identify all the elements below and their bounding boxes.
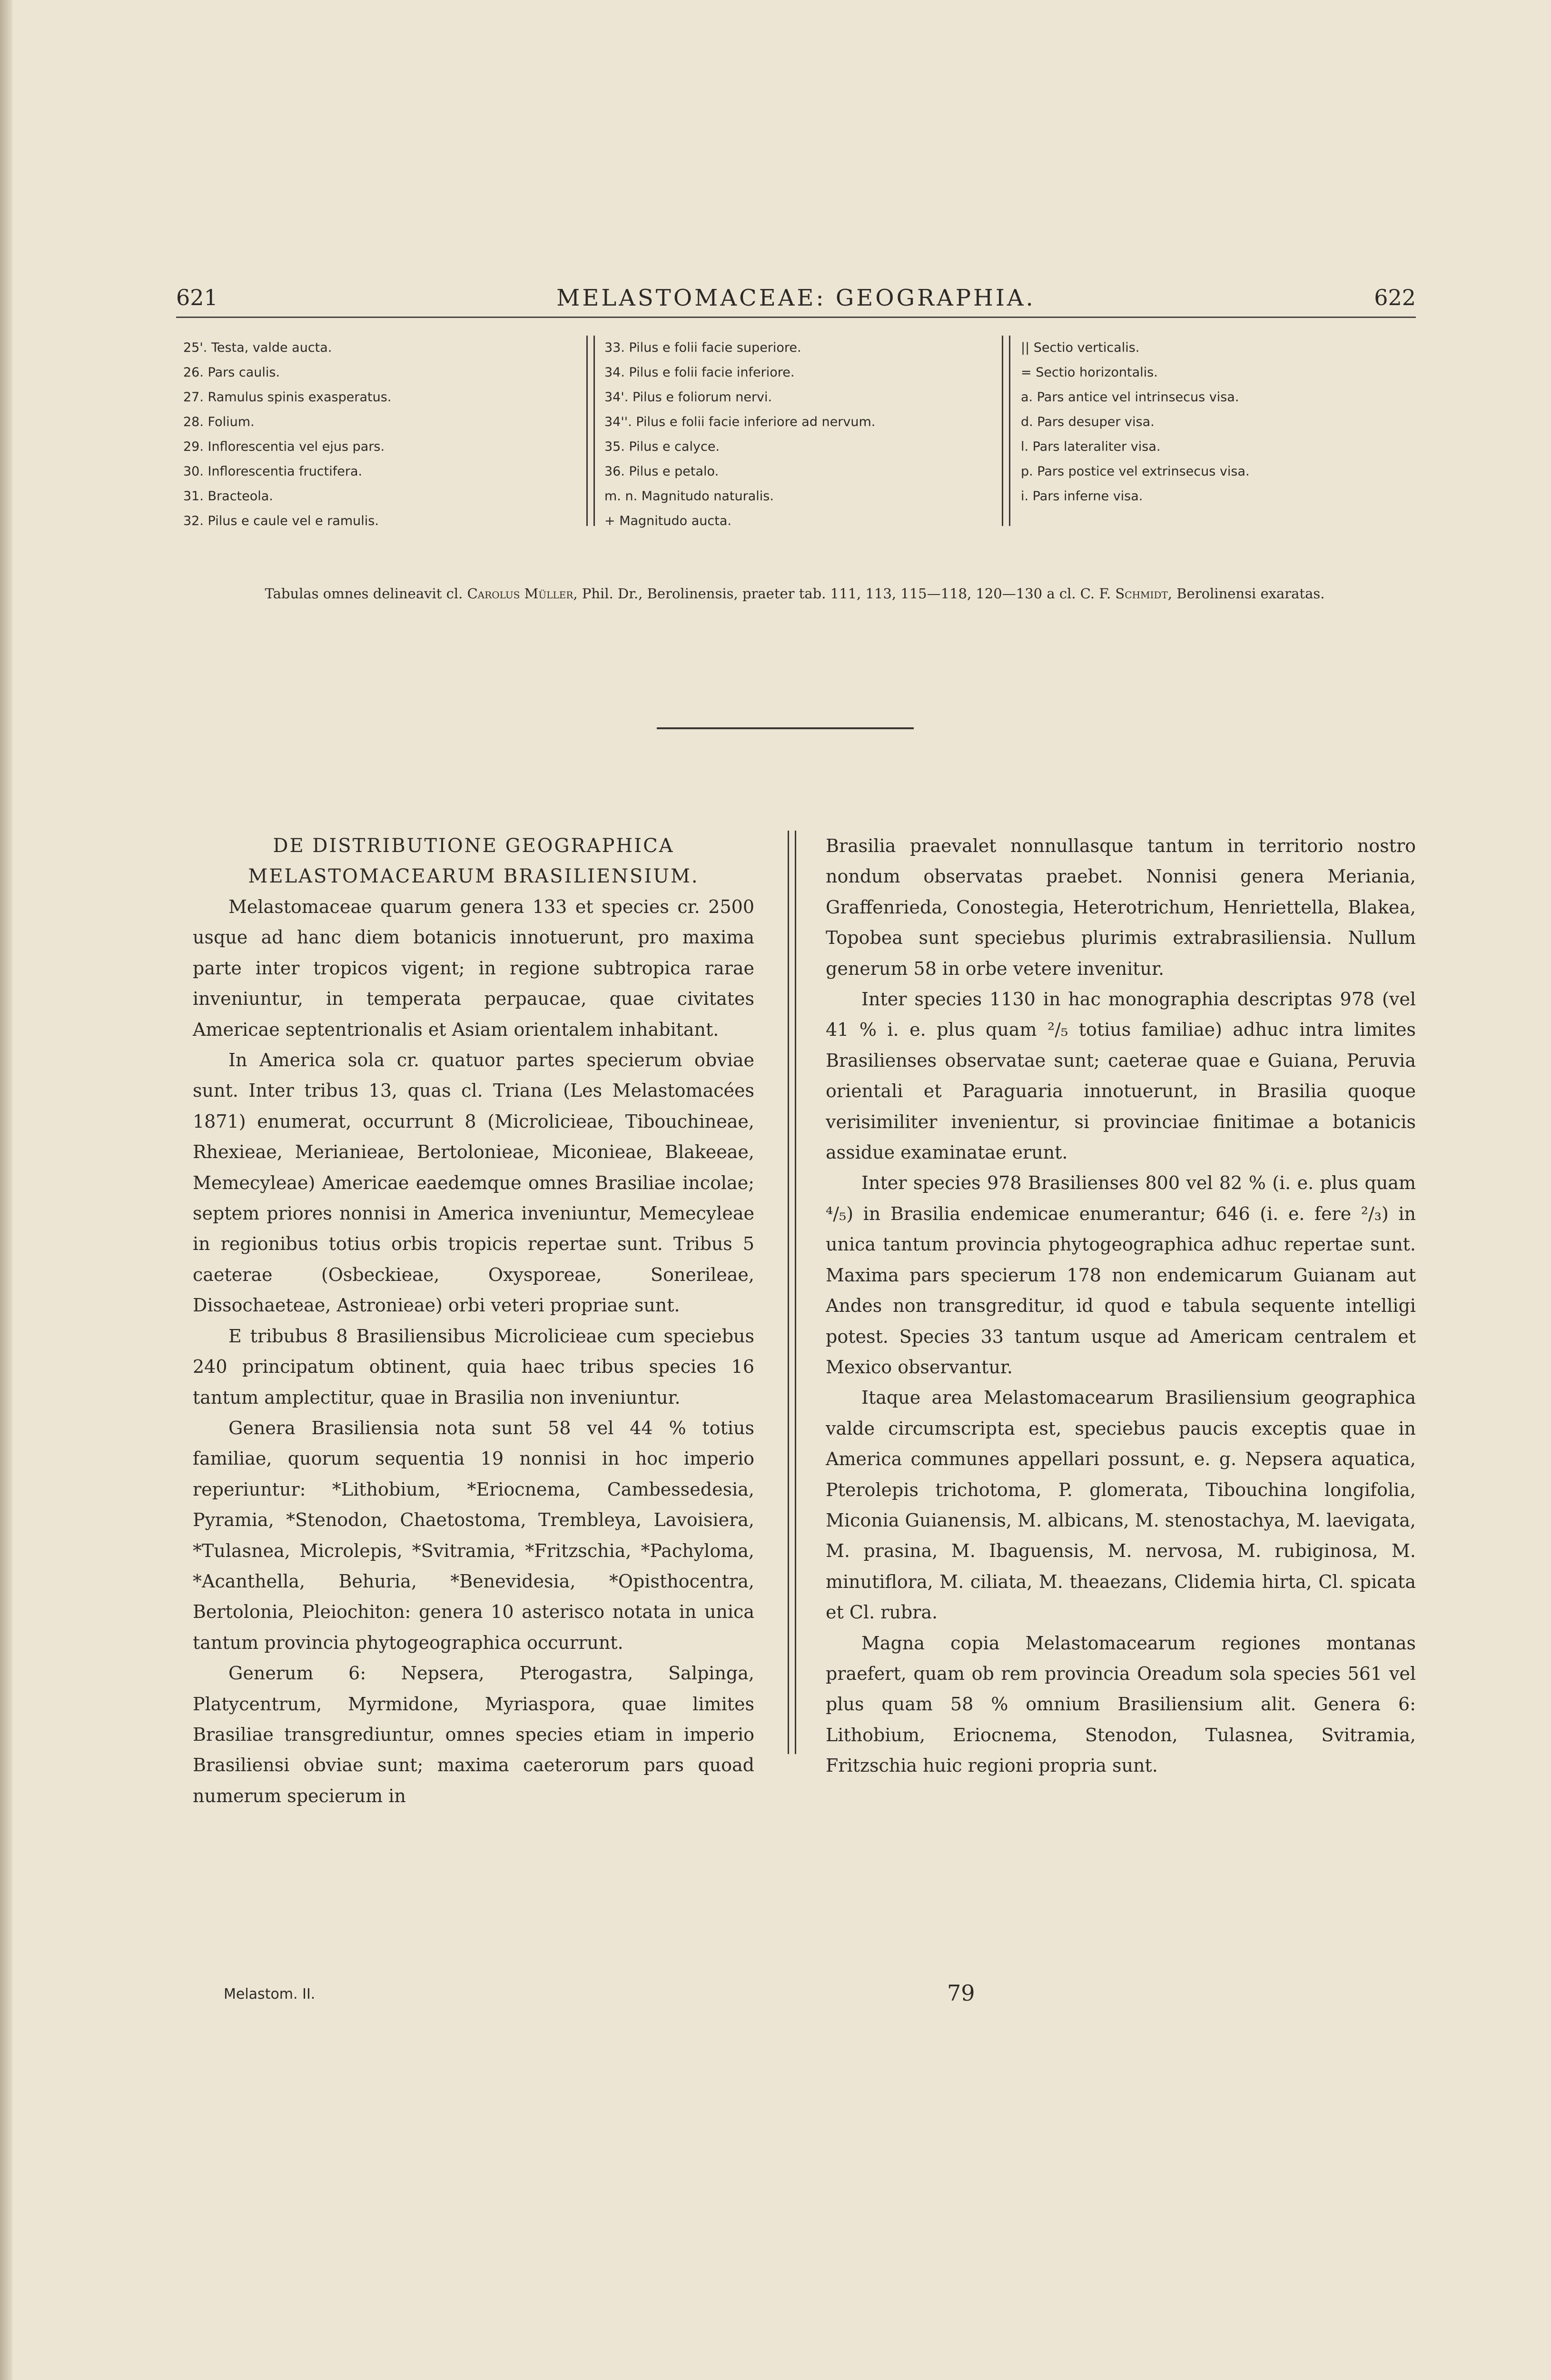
paragraph: Itaque area Melastomacearum Brasiliensium geographica valde circumscripta est, speciebus paucis exceptis quae in America communes appellari possunt, e. g. Nepsera aquatica, Pterolepis trichotoma, P. glomerata, Tibouchina longifolia, Miconia Guianensis, M. albicans, M. stenostachya, M. laevigata, M. prasina, M. Ibaguensis, M. nervosa, M. rubiginosa, M. minutiflora, M. ciliata, M. theaezans, Clidemia hirta, Cl. spicata et Cl. rubra.: [826, 1387, 1416, 1623]
legend-item: 31. Bracteola.: [183, 489, 273, 504]
credit-text: , Phil. Dr., Berolinensis, praeter tab. 111, 113, 115—118, 120—130 a cl. C. F.: [573, 585, 1116, 602]
credit-text: Tabulas omnes delineavit cl.: [265, 585, 467, 602]
column-double-rule: [788, 831, 796, 1754]
paragraph: Brasilia praevalet nonnullasque tantum in territorio nostro nondum observatas praebet. Nonnisi genera Meriania, Graffenrieda, Conostegia, Heterotrichum, Henriettella, Blakea, Topobea sunt speciebus plurimis extrabrasiliensia. Nullum generum 58 in orbe vetere invenitur.: [826, 835, 1416, 979]
legend-item: p. Pars postice vel extrinsecus visa.: [1021, 464, 1250, 479]
legend-item: 33. Pilus e folii facie superiore.: [604, 340, 801, 355]
column-double-rule: [586, 336, 595, 526]
paragraph: E tribubus 8 Brasiliensibus Microlicieae cum speciebus 240 principatum obtinent, quia haec tribus species 16 tantum amplectitur, quae in Brasilia non inveniuntur.: [193, 1325, 754, 1408]
section-title: DE DISTRIBUTIONE GEOGRAPHICA MELASTOMACEARUM BRASILIENSIUM.: [248, 835, 699, 887]
credit-name: Carolus Müller: [467, 585, 573, 602]
paragraph: Genera Brasiliensia nota sunt 58 vel 44 % totius familiae, quorum sequentia 19 nonnisi in hoc imperio reperiuntur: *Lithobium, *Eriocnema, Cambessedesia, Pyramia, *Stenodon, Chaetostoma, Trembleya, Lavoisiera, *Tulasnea, Microlepis, *Svitramia, *Fritzschia, *Pachyloma, *Acanthella, Behuria, *Benevidesia, *Opisthocentra, Bertolonia, Pleiochiton: genera 10 asterisco notata in unica tantum provincia phytogeographica occurrunt.: [193, 1417, 754, 1653]
paragraph: Melastomaceae quarum genera 133 et species cr. 2500 usque ad hanc diem botanicis innotuerunt, pro maxima parte inter tropicos vigent; in regione subtropica rarae inveniuntur, in temperata perpaucae, quae civitates Americae septentrionalis et Asiam orientalem inhabitant.: [193, 896, 754, 1040]
signature-mark: Melastom. II.: [224, 1986, 316, 2003]
paragraph: Inter species 978 Brasilienses 800 vel 82 % (i. e. plus quam ⁴/₅) in Brasilia endemicae enumerantur; 646 (i. e. fere ²/₃) in unica tantum provincia phytogeographica adhuc repertae sunt. Maxima pars specierum 178 non endemicarum Guianam aut Andes non transgreditur, id quod e tabula sequente intelligi potest. Species 33 tantum usque ad Americam centralem et Mexico observantur.: [826, 1172, 1416, 1378]
legend-item: 34'. Pilus e foliorum nervi.: [604, 390, 772, 405]
page-number-left: 621: [176, 285, 218, 310]
column-double-rule: [1002, 336, 1010, 526]
legend-item: + Magnitudo aucta.: [604, 514, 731, 528]
section-divider: [657, 727, 914, 729]
header-rule: [176, 317, 1416, 318]
legend-item: a. Pars antice vel intrinsecus visa.: [1021, 390, 1239, 405]
legend-item: 36. Pilus e petalo.: [604, 464, 719, 479]
legend-item: 29. Inflorescentia vel ejus pars.: [183, 439, 385, 454]
legend-item: 34. Pilus e folii facie inferiore.: [604, 365, 795, 380]
legend-item: 28. Folium.: [183, 415, 255, 429]
legend-item: 30. Inflorescentia fructifera.: [183, 464, 363, 479]
legend-item: 25'. Testa, valde aucta.: [183, 340, 332, 355]
sheet-number: 79: [947, 1980, 975, 2006]
plate-legend: [176, 336, 1416, 536]
legend-item: d. Pars desuper visa.: [1021, 415, 1155, 429]
legend-item: 32. Pilus e caule vel e ramulis.: [183, 514, 379, 528]
paragraph: In America sola cr. quatuor partes specierum obviae sunt. Inter tribus 13, quas cl. Triana (Les Melastomacées 1871) enumerat, occurrunt 8 (Microlicieae, Tibouchineae, Rhexieae, Merianieae, Bertolonieae, Miconieae, Blakeeae, Memecyleae) Americae eaedemque omnes Brasiliae incolae; septem priores nonnisi in America inveniuntur, Memecyleae in regionibus totius orbis tropicis repertae sunt. Tribus 5 caeterae (Osbeckieae, Oxysporeae, Sonerileae, Dissochaeteae, Astronieae) orbi veteri propriae sunt.: [193, 1050, 754, 1316]
scan-edge: [0, 0, 12, 2380]
legend-column-1: [183, 336, 588, 534]
paragraph: Inter species 1130 in hac monographia descriptas 978 (vel 41 % i. e. plus quam ²/₅ totius familiae) adhuc intra limites Brasilienses observatae sunt; caeterae quae e Guiana, Peruvia orientali et Paraguaria innotuerunt, in Brasilia quoque verisimiliter invenientur, si provinciae finitimae a botanicis assidue examinatae erunt.: [826, 989, 1416, 1163]
legend-item: 27. Ramulus spinis exasperatus.: [183, 390, 392, 405]
legend-item: i. Pars inferne visa.: [1021, 489, 1143, 504]
plate-credit: [200, 582, 1390, 605]
legend-item: 35. Pilus e calyce.: [604, 439, 720, 454]
paragraph: Generum 6: Nepsera, Pterogastra, Salpinga, Platycentrum, Myrmidone, Myriaspora, quae limites Brasiliae transgrediuntur, omnes species etiam in imperio Brasiliensi obviae sunt; maxima caeterorum pars quoad numerum specierum in: [193, 1663, 754, 1806]
legend-item: l. Pars lateraliter visa.: [1021, 439, 1161, 454]
page-number-right: 622: [1374, 285, 1416, 310]
legend-item: m. n. Magnitudo naturalis.: [604, 489, 774, 504]
legend-column-3: [1021, 336, 1392, 509]
text-column-left: [193, 831, 754, 1811]
credit-text: , Berolinensi exaratas.: [1167, 585, 1325, 602]
running-header: [176, 285, 1416, 318]
legend-item: = Sectio horizontalis.: [1021, 365, 1158, 380]
paragraph: Magna copia Melastomacearum regiones montanas praefert, quam ob rem provincia Oreadum sola species 561 vel plus quam 58 % omnium Brasiliensium alit. Genera 6: Lithobium, Eriocnema, Stenodon, Tulasnea, Svitramia, Fritzschia huic regioni propria sunt.: [826, 1632, 1416, 1776]
page-title: MELASTOMACEAE: GEOGRAPHIA.: [556, 285, 1036, 311]
credit-name: Schmidt: [1115, 585, 1168, 602]
text-column-right: [826, 831, 1416, 1781]
legend-item: 26. Pars caulis.: [183, 365, 280, 380]
legend-item: || Sectio verticalis.: [1021, 340, 1140, 355]
legend-item: 34''. Pilus e folii facie inferiore ad nervum.: [604, 415, 876, 429]
